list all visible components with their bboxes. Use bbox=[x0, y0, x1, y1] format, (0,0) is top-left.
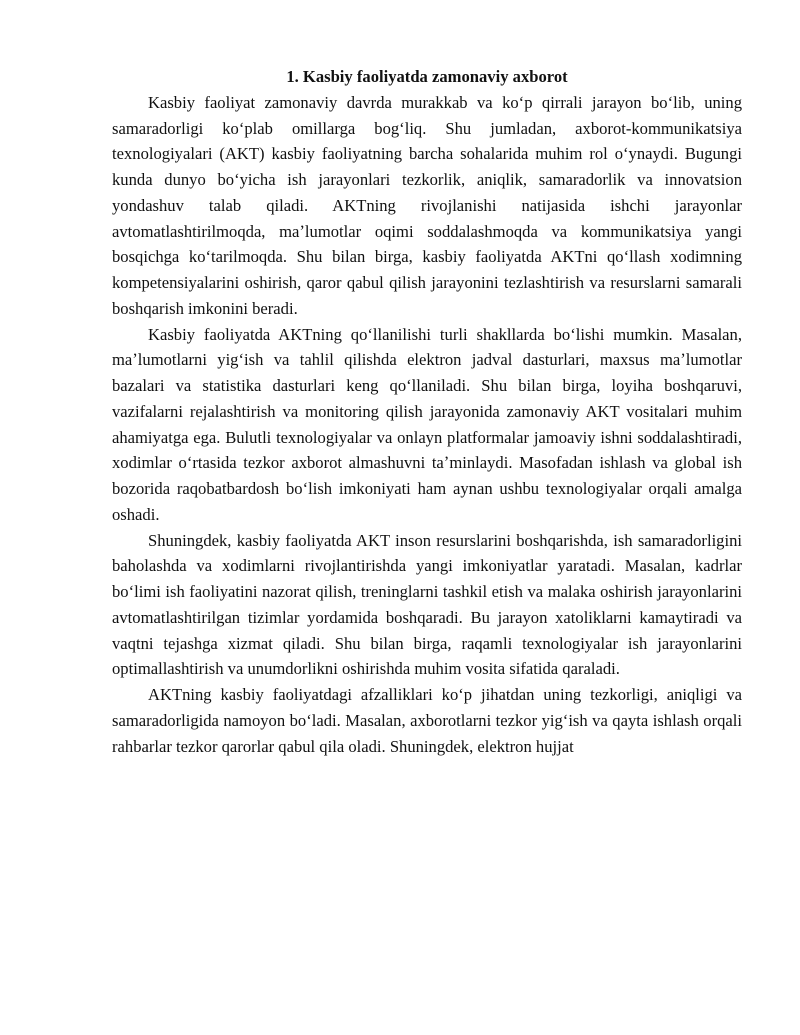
document-page bbox=[112, 64, 742, 759]
paragraph-1: Kasbiy faoliyat zamonaviy davrda murakkab va koʻp qirrali jarayon boʻlib, uning samaradorligi koʻplab omillarga bogʻliq. Shu jumladan, axborot-kommunikatsiya texnologiyalari (AKT) kasbiy faoliyatning barcha sohalarida muhim rol oʻynaydi. Bugungi kunda dunyo boʻyicha ish jarayonlari tezkorlik, aniqlik, samaradorlik va innovatsion yondashuv talab qiladi. AKTning rivojlanishi natijasida ishchi jarayonlar avtomatlashtirilmoqda, maʼlumotlar oqimi soddalashmoqda va kommunikatsiya yangi bosqichga koʻtarilmoqda. Shu bilan birga, kasbiy faoliyatda AKTni qoʻllash xodimning kompetensiyalarini oshirish, qaror qabul qilish jarayonini tezlashtirish va resurslarni samarali boshqarish imkonini beradi. bbox=[112, 92, 742, 318]
paragraph-3: Shuningdek, kasbiy faoliyatda AKT inson resurslarini boshqarishda, ish samaradorligini baholashda va xodimlarni rivojlantirishda yangi imkoniyatlar yaratadi. Masalan, kadrlar boʻlimi ish faoliyatini nazorat qilish, treninglarni tashkil etish va malaka oshirish jarayonlarini avtomatlashtirilgan tizimlar yordamida boshqaradi. Bu jarayon xatoliklarni kamaytiradi va vaqtni tejashga xizmat qiladi. Shu bilan birga, raqamli texnologiyalar ish jarayonlarini optimallashtirish va unumdorlikni oshirishda muhim vosita sifatida qaraladi. bbox=[112, 530, 742, 679]
paragraph-2: Kasbiy faoliyatda AKTning qoʻllanilishi turli shakllarda boʻlishi mumkin. Masalan, maʼlumotlarni yigʻish va tahlil qilishda elektron jadval dasturlari, maxsus maʼlumotlar bazalari va statistika dasturlari keng qoʻllaniladi. Shu bilan birga, loyiha boshqaruvi, vazifalarni rejalashtirish va monitoring qilish jarayonida zamonaviy AKT vositalari muhim ahamiyatga ega. Bulutli texnologiyalar va onlayn platformalar jamoaviy ishni soddalashtiradi, xodimlar oʻrtasida tezkor axborot almashuvni taʼminlaydi. Masofadan ishlash va global ish bozorida raqobatbardosh boʻlish imkoniyati ham aynan ushbu texnologiyalar orqali amalga oshadi. bbox=[112, 324, 742, 524]
section-heading: 1. Kasbiy faoliyatda zamonaviy axborot bbox=[286, 67, 568, 86]
paragraph-4: AKTning kasbiy faoliyatdagi afzalliklari koʻp jihatdan uning tezkorligi, aniqligi va samaradorligida namoyon boʻladi. Masalan, axborotlarni tezkor yigʻish va qayta ishlash orqali rahbarlar tezkor qarorlar qabul qila oladi. Shuningdek, elektron hujjat bbox=[112, 685, 742, 756]
